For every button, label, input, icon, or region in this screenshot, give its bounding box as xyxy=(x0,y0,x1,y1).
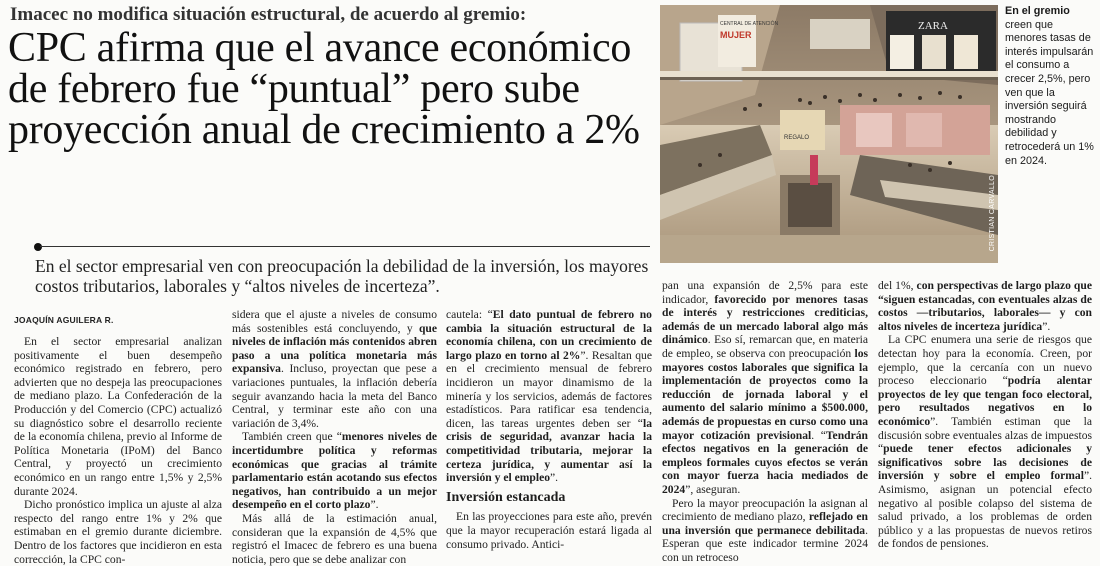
col3-paragraph-1: cautela: “El dato puntual de febrero no cambia la situación estructural de la economía chilena, con un crecimiento de largo plazo en torno al 2%”. Resaltan que en el crecimiento mensual de febrero incidieron un mayor dinamismo de la minería y los servicios, además de factores estadísticos. Para ratificar esa tendencia, dicen, las tareas urgentes deben ser “la crisis de seguridad, avanzar hacia la competitividad tributaria, mejorar la certeza jurídica, y aumentar así la inversión y el empleo”. xyxy=(446,308,652,485)
col1-paragraph-2: Dicho pronóstico implica un ajuste al alza respecto del rango entre 1% y 2% que estimaban en el gremio durante diciembre. Dentro de los factores que incidieron en esta corrección, la CPC con- xyxy=(14,498,222,566)
byline: JOAQUÍN AGUILERA R. xyxy=(14,315,114,325)
sign-zara: ZARA xyxy=(918,20,948,32)
kicker: Imacec no modifica situación estructural, de acuerdo al gremio: xyxy=(10,4,527,25)
headline-rule xyxy=(40,246,650,247)
column-4 xyxy=(662,279,868,564)
photo-caption xyxy=(1005,5,1097,168)
sign-central: CENTRAL DE ATENCIÓN xyxy=(720,21,779,27)
column-1 xyxy=(14,335,222,566)
photo-credit: CRISTIAN CARVALLO xyxy=(989,175,996,252)
col1-paragraph-1: En el sector empresarial analizan positivamente el buen desempeño económico registrado en febrero, pero advierten que no despeja las preocupaciones de mediano plazo. La Confederación de la Producción y del Comercio (CPC) actualizó su diagnóstico sobre el desarrollo reciente de la economía chilena, previo al Informe de Política Monetaria (IPoM) del Banco Central, y proyectó un crecimiento económico en un rango entre 1,5% y 2,5% durante 2024. xyxy=(14,335,222,498)
rule-dot xyxy=(34,243,42,251)
deck: En el sector empresarial ven con preocupación la debilidad de la inversión, los mayores costos tributarios, laborales y “altos niveles de incerteza”. xyxy=(35,256,649,296)
column-5 xyxy=(878,279,1092,551)
column-2 xyxy=(232,308,437,566)
headline: CPC afirma que el avance económico de febrero fue “puntual” pero sube proyección anual de crecimiento a 2% xyxy=(8,25,640,153)
column-3 xyxy=(446,308,652,551)
caption-title: En el gremio xyxy=(1005,5,1070,17)
subhead-inversion: Inversión estancada xyxy=(446,489,566,505)
col4-paragraph-2: Pero la mayor preocupación la asignan al crecimiento de mediano plazo, reflejado en una inversión que permanece debilitada. Esperan que este indicador termine 2024 con un retroceso xyxy=(662,496,868,564)
col2-paragraph-2: También creen que “menores niveles de incertidumbre política y reformas económicas que gracias al trámite parlamentario están acotando sus efectos negativos, han contribuido a un mejor desempeño en el corto plazo”. xyxy=(232,430,438,512)
col2-paragraph-3: Más allá de la estimación anual, consideran que la expansión de 4,5% que registró el Imacec de febrero es una buena noticia, pero que se debe analizar con xyxy=(232,511,437,566)
sign-regalo: REGALO xyxy=(784,135,810,141)
col4-paragraph-1: pan una expansión de 2,5% para este indicador, favorecido por menores tasas de interés y restricciones crediticias, además de un mercado laboral algo más dinámico. Eso sí, remarcan que, en materia de empleo, se observa con preocupación los mayores costos laborales que significa la implementación de proyectos como la reducción de jornada laboral y el aumento del salario mínimo a $500.000, además de propuestas en curso como una mayor cotización previsional. “Tendrán efectos negativos en la generación de empleos formales cuyos efectos se verán con mayor fuerza hacia mediados de 2024”, aseguran. xyxy=(662,279,868,496)
col3-paragraph-2: En las proyecciones para este año, prevén que la mayor recuperación estará ligada al consumo privado. Antici- xyxy=(446,510,652,551)
sign-mujer: MUJER xyxy=(720,30,752,40)
col5-paragraph-1: del 1%, con perspectivas de largo plazo que “siguen estancadas, con eventuales alzas de costos —tributarios, laborales— y con altos niveles de incerteza jurídica”. xyxy=(878,279,1092,333)
mall-photo-illustration xyxy=(660,5,998,263)
article-photo xyxy=(660,5,998,263)
col2-paragraph-1: sidera que el ajuste a niveles de consumo más sostenibles está concluyendo, y que niveles de inflación más contenidos abren paso a una política monetaria más expansiva. Incluso, proyectan que pese a variaciones puntuales, la inflación debería seguir avanzando hacia la meta del Banco Central, y terminar este año con una variación de 3,4%. xyxy=(232,308,437,430)
col5-paragraph-2: La CPC enumera una serie de riesgos que detectan hoy para la economía. Creen, por ejemplo, que la cercanía con un nuevo proceso eleccionario “podría alentar proyectos de ley que tengan foco electoral, pero resultados negativos en lo económico”. También estiman que la discusión sobre eventuales alzas de impuestos “puede tener efectos adicionales y significativos sobre las decisiones de inversión y sobre el empleo formal”. Asimismo, asignan un potencial efecto negativo al posible colapso del sistema de salud privado, a los problemas de orden público y a las propuestas de nuevos retiros de fondos de pensiones. xyxy=(878,333,1092,551)
caption-text: creen que menores tasas de interés impulsarán el consumo a crecer 2,5%, pero ven que la inversión seguirá mostrando debilidad y retrocederá un 1% en 2024. xyxy=(1005,18,1094,167)
